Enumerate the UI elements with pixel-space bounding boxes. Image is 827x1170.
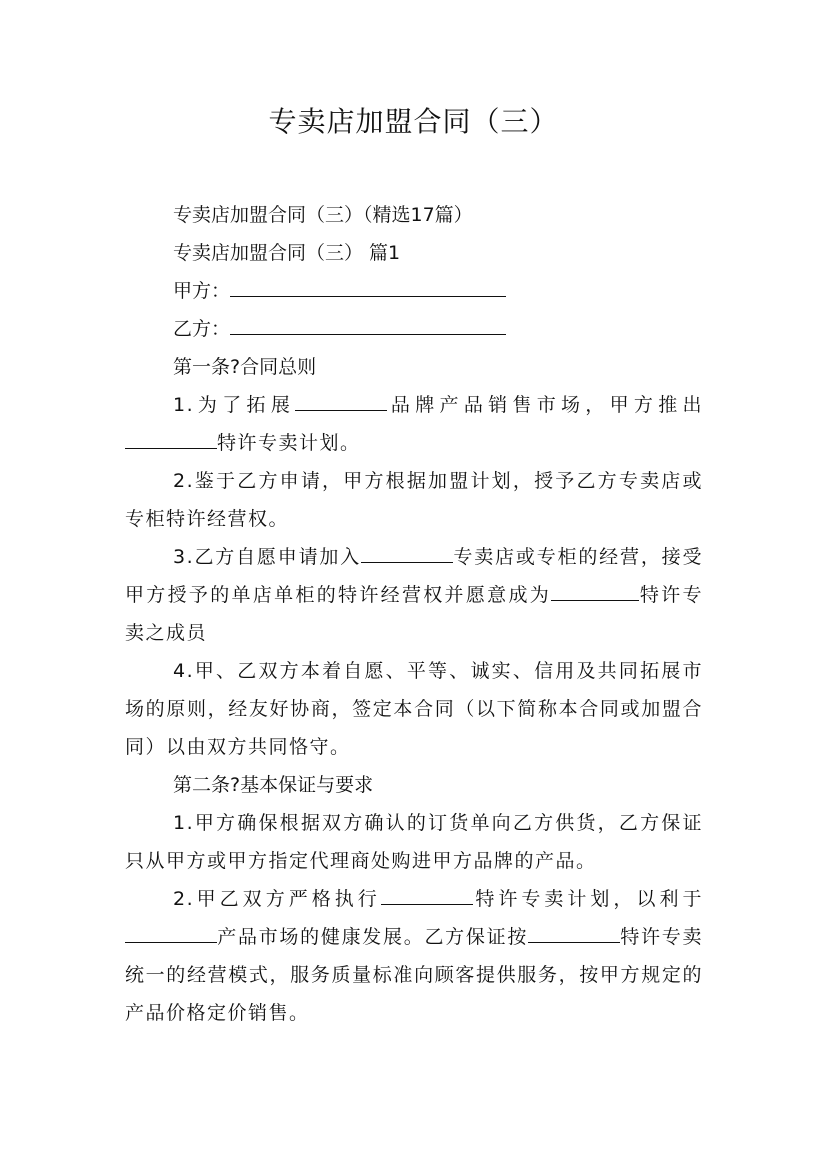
article1-clause3 — [125, 538, 703, 652]
party-b-blank — [230, 314, 506, 335]
fill-blank — [551, 580, 639, 601]
subtitle-line: 专卖店加盟合同（三）（精选17篇） — [173, 204, 473, 226]
article1-clause4: 4.甲、乙双方本着自愿、平等、诚实、信用及共同拓展市场的原则，经友好协商，签定本合同（以下简称本合同或加盟合同）以由双方共同恪守。 — [125, 660, 703, 758]
clause-text: 特许专卖之成员 — [125, 584, 703, 644]
party-a-line — [125, 272, 703, 310]
clause-text: 2.甲乙双方严格执行 — [173, 888, 381, 910]
clause-text: 特许专卖计划。 — [217, 432, 361, 454]
clause-text: 3.乙方自愿申请加入 — [173, 546, 362, 568]
article2-clause2 — [125, 880, 703, 1032]
document-title: 专卖店加盟合同（三） — [268, 105, 559, 138]
clause-text: 1.为了拓展 — [173, 394, 296, 416]
article2-clause1: 1.甲方确保根据双方确认的订货单向乙方供货，乙方保证只从甲方或甲方指定代理商处购进甲方品牌的产品。 — [125, 812, 703, 872]
fill-blank — [528, 922, 620, 943]
clause-text: 特许专卖统一的经营模式，服务质量标准向顾客提供服务，按甲方规定的产品价格定价销售。 — [125, 926, 703, 1024]
clause-text: 产品市场的健康发展。乙方保证按 — [217, 926, 529, 948]
fill-blank — [295, 390, 387, 411]
article1-heading: 第一条?合同总则 — [173, 356, 317, 378]
article1-clause1 — [125, 386, 703, 462]
party-a-blank — [230, 276, 506, 297]
party-b-label: 乙方： — [173, 318, 231, 340]
fill-blank — [125, 428, 217, 449]
document-body — [125, 196, 703, 1032]
clause-text: 专卖店或专柜的经营，接受甲方授予的单店单柜的特许经营权并愿意成为 — [125, 546, 703, 606]
fill-blank — [125, 922, 217, 943]
clause-text: 特许专卖计划，以利于 — [472, 888, 703, 910]
section-heading: 专卖店加盟合同（三） 篇1 — [173, 242, 401, 264]
party-a-label: 甲方： — [173, 280, 231, 302]
fill-blank — [381, 884, 473, 905]
clause-text: 品牌产品销售市场，甲方推出 — [387, 394, 703, 416]
article2-heading: 第二条?基本保证与要求 — [173, 774, 374, 796]
article1-clause2: 2.鉴于乙方申请，甲方根据加盟计划，授予乙方专卖店或专柜特许经营权。 — [125, 470, 703, 530]
fill-blank — [361, 542, 453, 563]
party-b-line — [125, 310, 703, 348]
